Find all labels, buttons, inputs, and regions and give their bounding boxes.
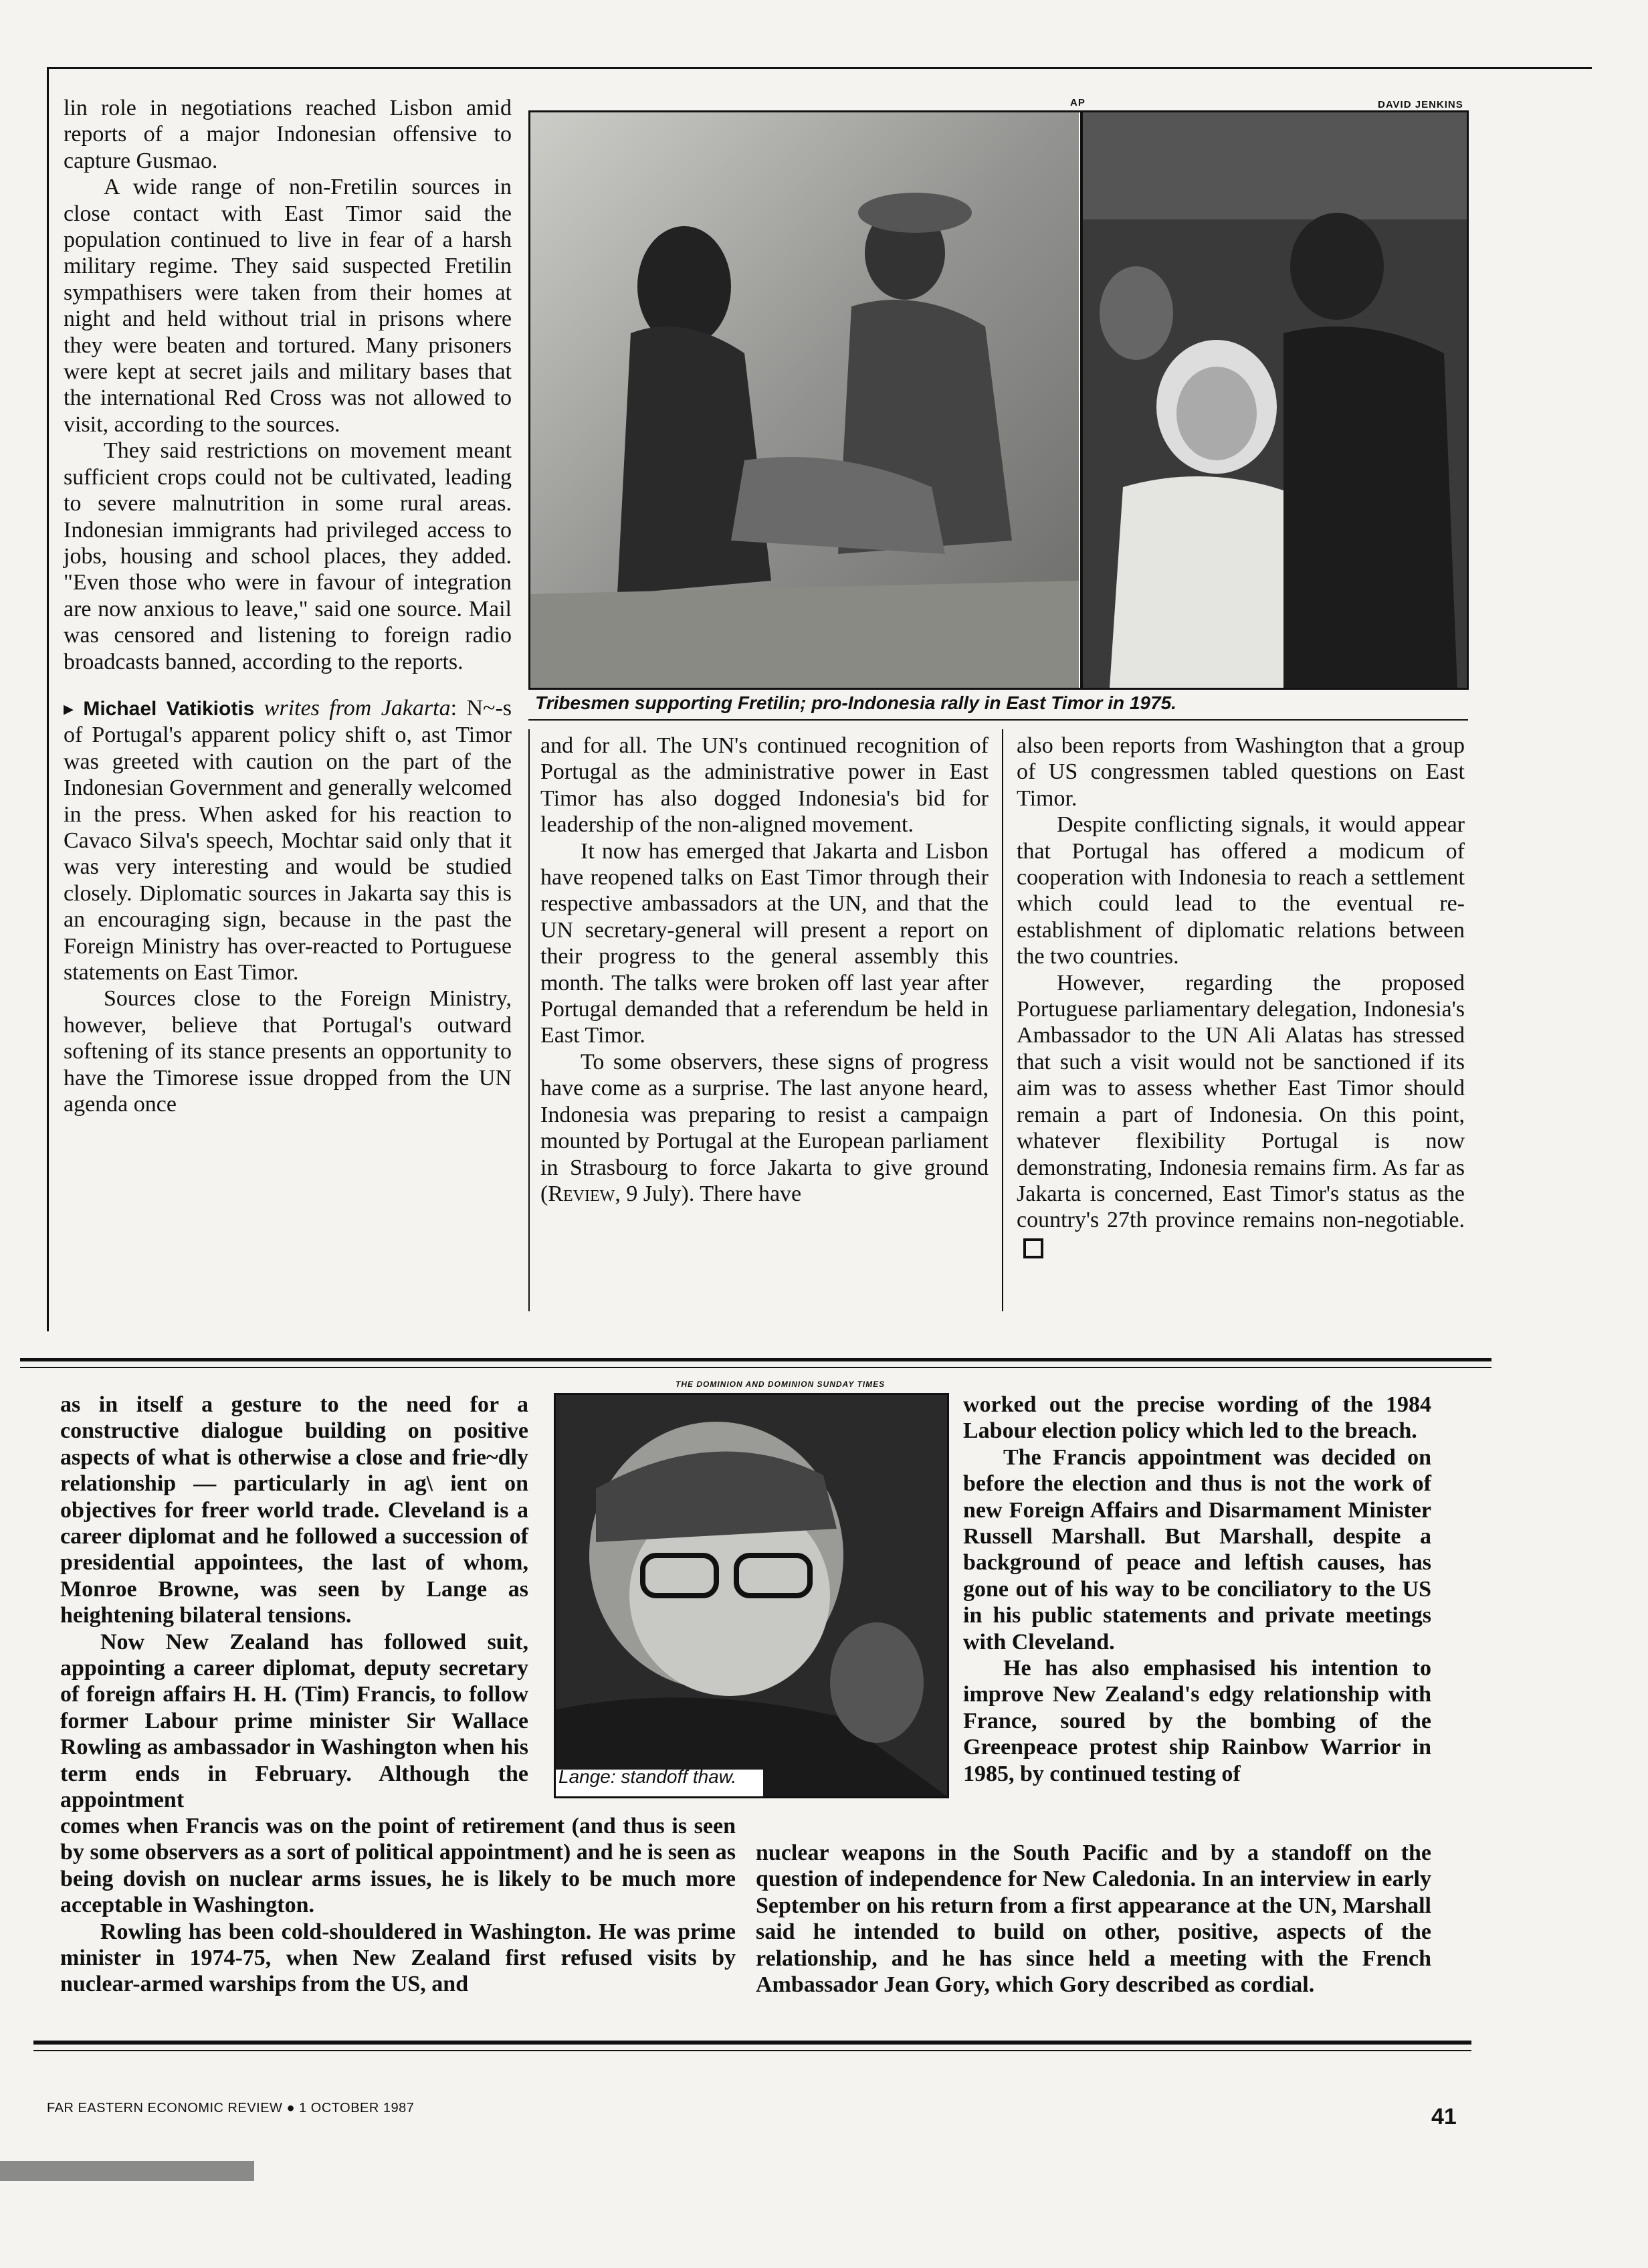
section-divider-thin — [20, 1367, 1491, 1368]
lange-portrait — [556, 1395, 947, 1796]
byline-colon: : N — [450, 695, 484, 721]
paragraph: Now New Zealand has followed suit, appointing a career diplomat, deputy secretary of foreign affairs H. H. (Tim) Francis, to follow former Labour prime minister Sir Wallace Rowling as ambassador in Washington when his term ends in February. Although the appointment — [60, 1629, 528, 1813]
left-border — [47, 67, 49, 1331]
column-divider — [528, 729, 530, 1311]
top-story-column-3 — [1017, 733, 1465, 1260]
paragraph: lin role in negotiations reached Lisbon amid reports of a major Indonesian offensive to capture Gusmao. — [64, 96, 512, 173]
paragraph: It now has emerged that Jakarta and Lisbon have reopened talks on East Timor through their respective ambassadors at the UN, and that the UN secretary-general will present a report on their progress to the general assembly this month. The talks were broken off last year after Portugal demanded that a referendum be held in East Timor. — [540, 838, 989, 1048]
paragraph: Sources close to the Foreign Ministry, however, believe that Portugal's outward softening of its stance presents an opportunity to have the Timorese issue dropped from the UN agenda once — [64, 986, 512, 1117]
paragraph: nuclear weapons in the South Pacific and by a standoff on the question of independence for New Caledonia. In an interview in early September on his return from a first appearance at the UN, Marshall said he intended to build on other, positive, aspects of the relationship, and he has since held a meeting with the French Ambassador Jean Gory, which Gory described as cordial. — [756, 1840, 1431, 1998]
photo-credit-dominion: THE DOMINION AND DOMINION SUNDAY TIMES — [676, 1380, 886, 1389]
byline-text: writes from Jakarta — [254, 695, 451, 721]
end-mark — [1023, 1238, 1043, 1258]
paragraph: However, regarding the proposed Portuguese parliamentary delegation, Indonesia's Ambassador to the UN Ali Alatas has stressed that such a visit would not be sanctioned if its aim was to assess whether East Timor should remain a part of Indonesia. On this point, whatever flexibility Portugal is now demonstrating, Indonesia remains firm. As far as Jakarta is concerned, East Timor's status as the country's 27th province remains non-negotiable. — [1017, 970, 1465, 1260]
tribesmen-photo — [530, 112, 1079, 688]
bottom-story-column-1 — [60, 1392, 528, 1814]
paragraph: and for all. The UN's continued recognition of Portugal as the administrative power in East Timor has also dogged Indonesia's bid for leadership of the non-aligned movement. — [540, 733, 989, 838]
publication-footer: FAR EASTERN ECONOMIC REVIEW ● 1 OCTOBER 1987 — [47, 2101, 415, 2115]
section-divider — [20, 1358, 1491, 1361]
top-border — [47, 67, 1592, 69]
caption-rule — [528, 719, 1468, 721]
paragraph: A wide range of non-Fretilin sources in close contact with East Timor said the population continued to live in fear of a harsh military regime. They said suspected Fretilin sympathisers were taken from their homes at night and held without trial in prisons where they were beaten and tortured. Many prisoners were kept at secret jails and military bases that the international Red Cross was not allowed to visit, according to the sources. — [64, 175, 512, 437]
scan-edge-mark — [0, 2161, 254, 2181]
paragraph: Despite conflicting signals, it would appear that Portugal has offered a modicum of cooperation with Indonesia to reach a settlement which could lead to the eventual re-establishment of diplomatic relations between the two countries. — [1017, 812, 1465, 969]
column-divider — [1002, 729, 1003, 1311]
photo-credit-jenkins: DAVID JENKINS — [1378, 99, 1463, 110]
paragraph: also been reports from Washington that a group of US congressmen tabled questions on East Timor. — [1017, 733, 1465, 811]
bottom-story-column-3b — [756, 1840, 1431, 1998]
byline-paragraph — [64, 695, 512, 985]
byline-name: ▸ Michael Vatikiotis — [64, 697, 255, 720]
paragraph: as in itself a gesture to the need for a constructive dialogue building on positive aspects of what is otherwise a close and frie~dly relationship — particularly in ag\ ient on objectives for freer world trade. Cleveland is a career diplomat and he followed a succession of presidential appointees, the last of whom, Monroe Browne, was seen by Lange as heightening bilateral tensions. — [60, 1392, 528, 1628]
paragraph: comes when Francis was on the point of retirement (and thus is seen by some observers as a sort of political appointment) and he is seen as being dovish on nuclear arms issues, he is likely to be much more acceptable in Washington. — [60, 1814, 736, 1918]
paragraph: He has also emphasised his intention to improve New Zealand's edgy relationship with France, soured by the bombing of the Greenpeace protest ship Rainbow Warrior in 1985, by continued testing of — [963, 1656, 1431, 1786]
bottom-rule-thin — [33, 2050, 1471, 2051]
paragraph: ~-s of Portugal's apparent policy shift o, ast Timor was greeted with caution on the part of the Indonesian Government and generally welcomed in the press. When asked for his reaction to Cavaco Silva's speech, Mochtar said only that it was very interesting and would be studied closely. Diplomatic sources in Jakarta say this is an encouraging sign, because in the past the Foreign Ministry has over-reacted to Portuguese statements on East Timor. — [64, 695, 512, 985]
top-story-column-1 — [64, 95, 512, 1117]
lange-photo — [554, 1393, 949, 1798]
top-photo-caption: Tribesmen supporting Fretilin; pro-Indonesia rally in East Timor in 1975. — [535, 692, 1176, 713]
rally-photo — [1083, 112, 1467, 688]
bottom-story-column-3 — [963, 1392, 1431, 1787]
bottom-story-wide-column — [60, 1813, 736, 1998]
lange-photo-caption: Lange: standoff thaw. — [558, 1766, 737, 1787]
paragraph: The Francis appointment was decided on before the election and thus is not the work of new Foreign Affairs and Disarmament Minister Russell Marshall. But Marshall, despite a background of peace and leftish causes, has gone out of his way to be conciliatory to the US in his public statements and private meetings with Cleveland. — [963, 1444, 1431, 1655]
page-number: 41 — [1431, 2104, 1457, 2130]
paragraph: To some observers, these signs of progress have come as a surprise. The last anyone heard, Indonesia was preparing to resist a campaign mounted by Portugal at the European parliament in Strasbourg to force Jakarta to give ground (Review, 9 July). There have — [540, 1049, 989, 1206]
paragraph: Rowling has been cold-shouldered in Washington. He was prime minister in 1974-75, when New Zealand first refused visits by nuclear-armed warships from the US, and — [60, 1919, 736, 1997]
bottom-rule-thick — [33, 2041, 1471, 2045]
top-photo — [528, 110, 1469, 690]
paragraph: worked out the precise wording of the 1984 Labour election policy which led to the breach. — [963, 1392, 1431, 1444]
top-story-column-2 — [540, 733, 989, 1207]
review-reference: Review — [548, 1181, 615, 1206]
photo-credit-ap: AP — [1070, 97, 1086, 108]
paragraph: They said restrictions on movement meant sufficient crops could not be cultivated, leading to severe malnutrition in some rural areas. Indonesian immigrants had privileged access to jobs, housing and school places, they added. "Even those who were in favour of integration are now anxious to leave," said one source. Mail was censored and listening to foreign radio broadcasts banned, according to the reports. — [64, 438, 512, 674]
